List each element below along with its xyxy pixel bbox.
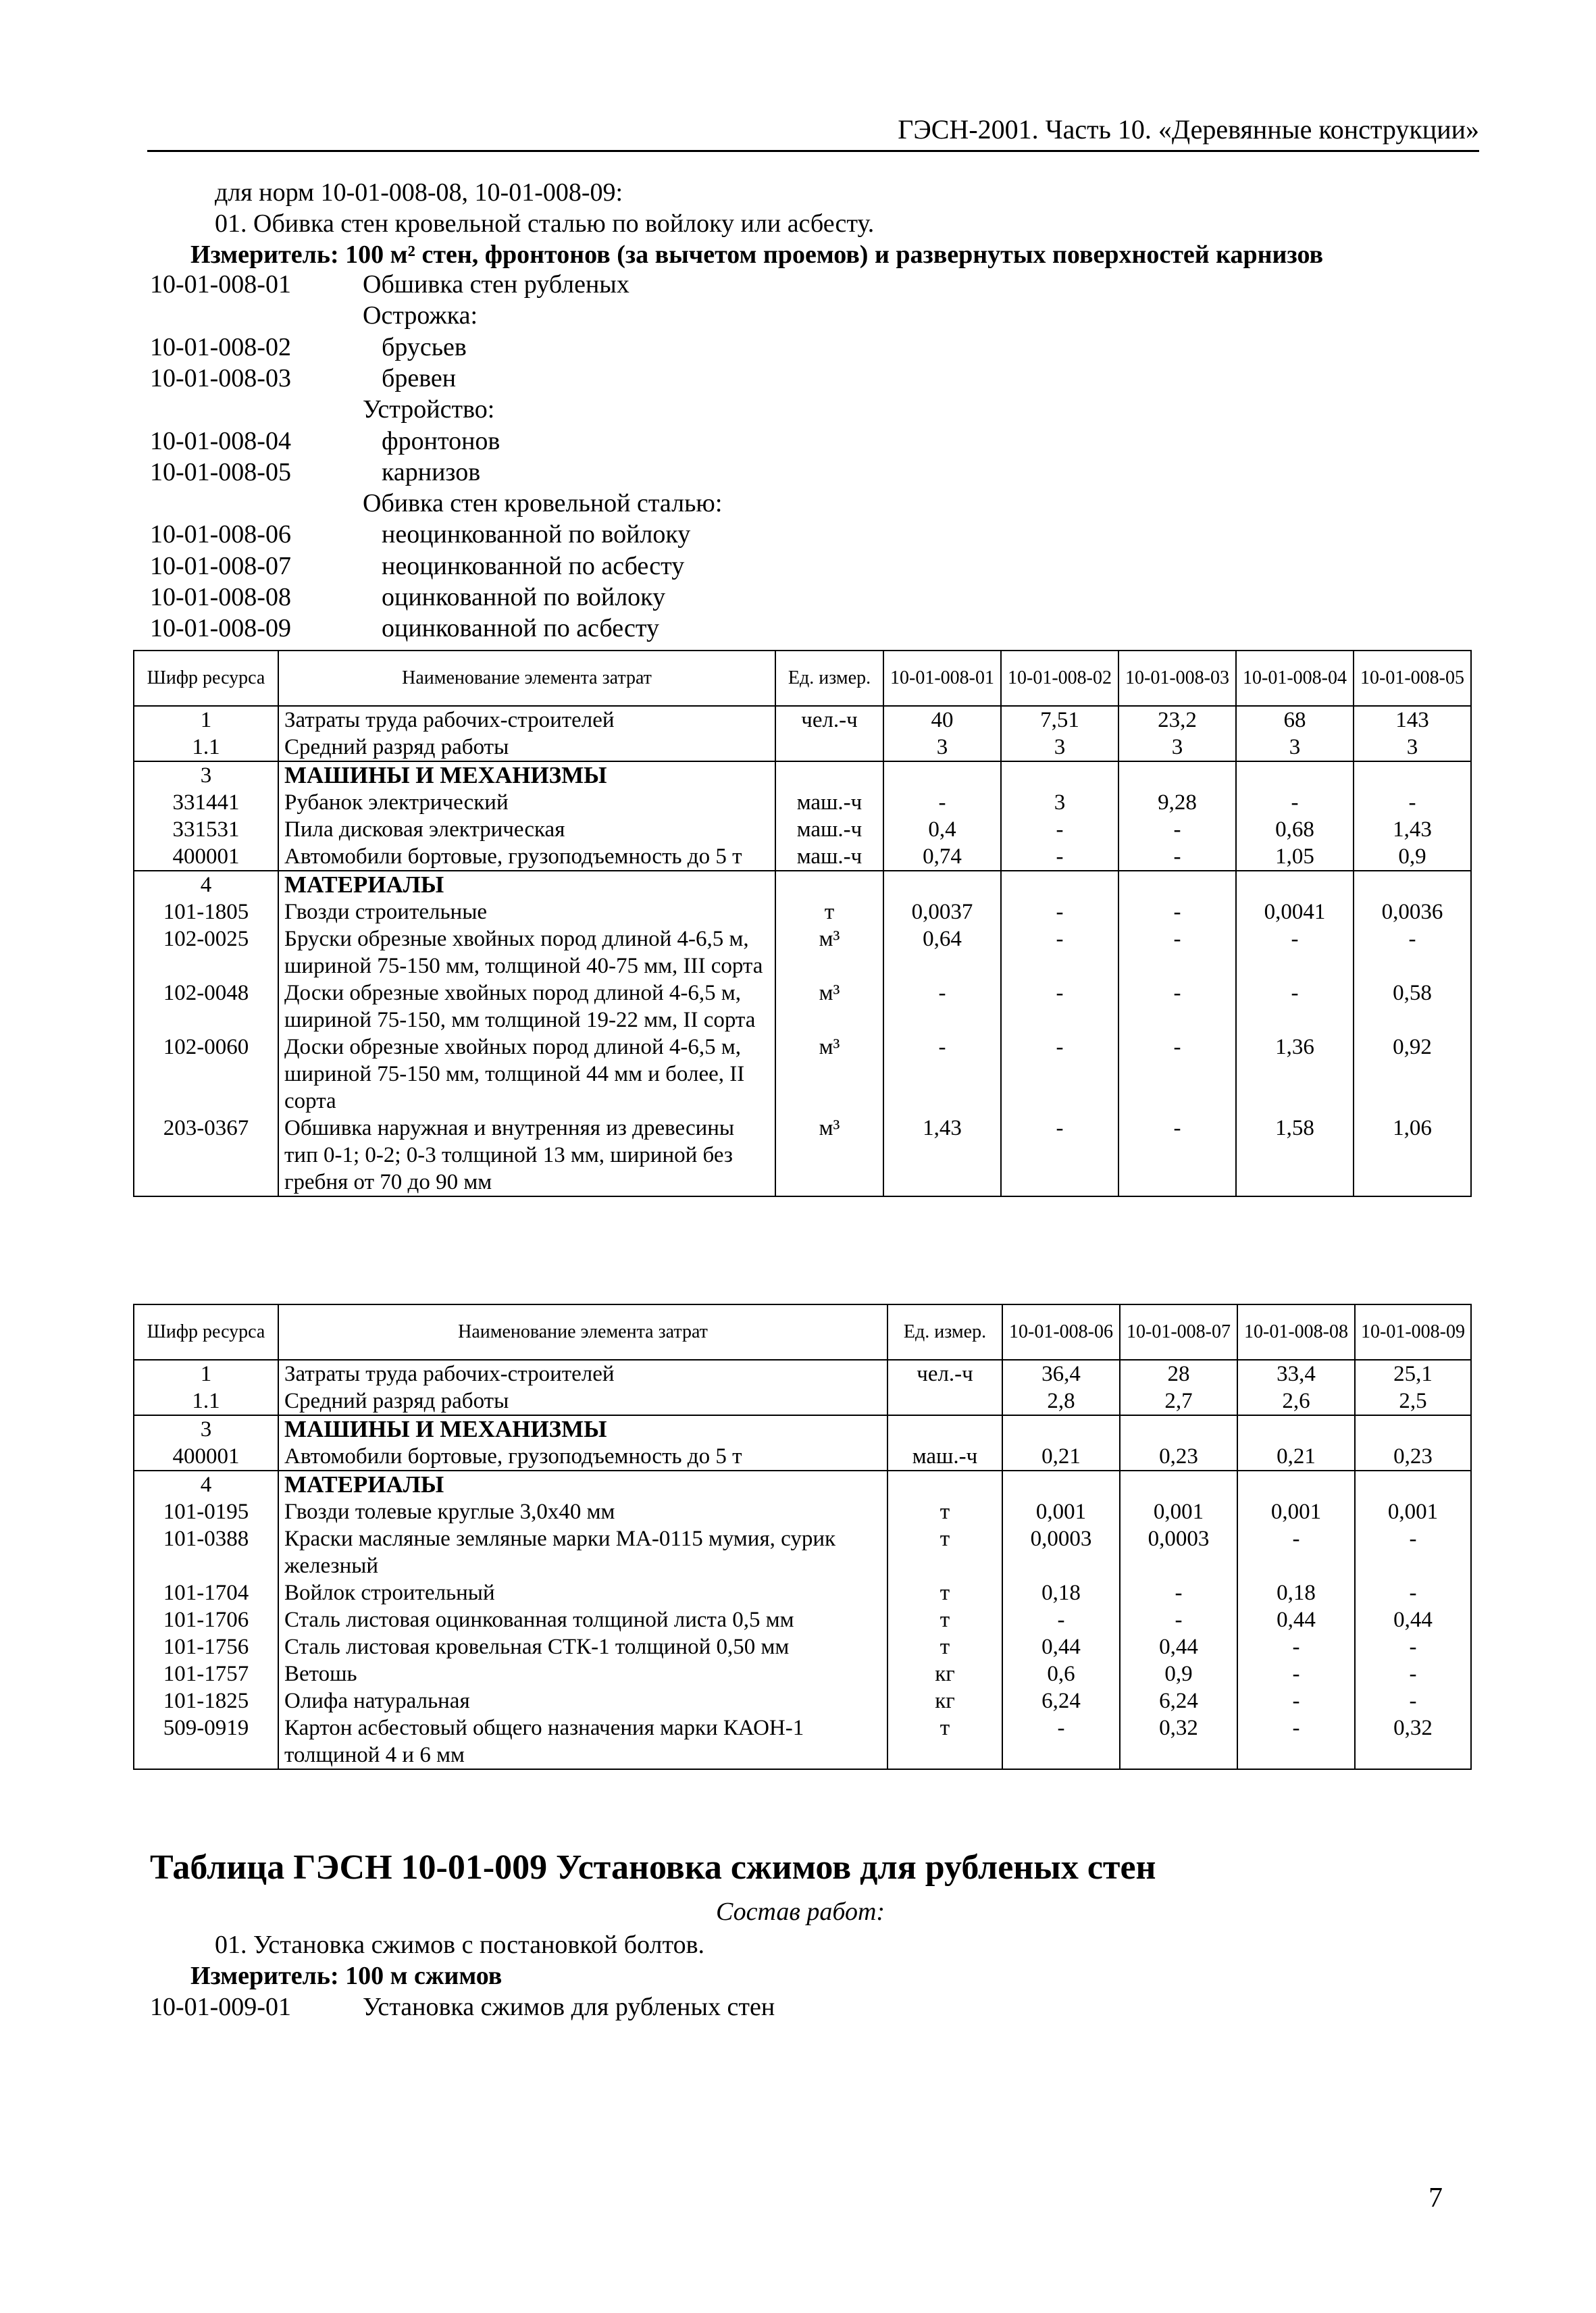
norm-description: Обшивка стен рубленых <box>363 270 629 299</box>
cell-value: - <box>1118 843 1236 871</box>
page-number: 7 <box>1428 2183 1443 2214</box>
cell-name: Пила дисковая электрическая <box>278 816 775 843</box>
cell-value: 0,0037 <box>883 898 1001 925</box>
cell-name: Доски обрезные хвойных пород длиной 4-6,5 м, шириной 75-150, мм толщиной 19-22 мм, II сорта <box>278 980 775 1034</box>
cell-value: 0,001 <box>1002 1498 1120 1525</box>
cell-name: Олифа натуральная <box>278 1687 887 1714</box>
cell-value: 25,1 <box>1355 1360 1471 1388</box>
cell-value: 2,5 <box>1355 1388 1471 1415</box>
table-row <box>134 871 1471 898</box>
cell-value: 0,001 <box>1120 1498 1237 1525</box>
cell-code: 101-0195 <box>134 1498 278 1525</box>
cell-name: Средний разряд работы <box>278 734 775 761</box>
cell-value: - <box>883 980 1001 1034</box>
cell-value <box>1237 1415 1355 1443</box>
cell-value: - <box>883 1034 1001 1115</box>
page-header: ГЭСН-2001. Часть 10. «Деревянные конструкции» <box>147 109 1479 152</box>
table-row <box>134 925 1471 980</box>
cell-unit: т <box>887 1714 1002 1769</box>
cell-value: 6,24 <box>1002 1687 1120 1714</box>
norm-code: 10-01-008-08 <box>150 583 291 611</box>
cell-code: 1 <box>134 706 278 734</box>
cell-value: 28 <box>1120 1360 1237 1388</box>
cell-unit: чел.-ч <box>775 706 883 734</box>
cell-value <box>1354 871 1471 898</box>
cell-unit <box>887 1415 1002 1443</box>
cell-value: 0,001 <box>1237 1498 1355 1525</box>
cell-name: Средний разряд работы <box>278 1388 887 1415</box>
cell-value <box>1002 1471 1120 1498</box>
cell-code: 101-1757 <box>134 1660 278 1687</box>
table-row <box>134 1388 1471 1415</box>
cell-value: 0,64 <box>883 925 1001 980</box>
table-row <box>134 789 1471 816</box>
cell-value: - <box>1120 1606 1237 1633</box>
cell-unit: маш.-ч <box>775 816 883 843</box>
norm-code: 10-01-008-09 <box>150 614 291 643</box>
th-code: Шифр ресурса <box>134 1304 278 1360</box>
cell-name: Затраты труда рабочих-строителей <box>278 706 775 734</box>
cell-code: 400001 <box>134 843 278 871</box>
cell-code: 102-0025 <box>134 925 278 980</box>
cell-value: 0,32 <box>1355 1714 1471 1769</box>
cell-value: 0,21 <box>1237 1443 1355 1471</box>
cell-value <box>1002 1415 1120 1443</box>
table-row <box>134 1115 1471 1196</box>
cell-value: 0,18 <box>1002 1579 1120 1606</box>
cell-value: - <box>1118 1115 1236 1196</box>
table-row <box>134 1034 1471 1115</box>
cell-name: Обшивка наружная и внутренняя из древесины тип 0-1; 0-2; 0-3 толщиной 13 мм, шириной без гребня от 70 до 90 мм <box>278 1115 775 1196</box>
section-title: Таблица ГЭСН 10-01-009 Установка сжимов для рубленых стен <box>150 1848 1156 1887</box>
cell-value: - <box>1001 925 1118 980</box>
measure-label: Измеритель: <box>190 240 339 269</box>
cell-unit <box>887 1388 1002 1415</box>
cell-value: - <box>1355 1579 1471 1606</box>
norms-line: для норм 10-01-008-08, 10-01-008-09: <box>215 178 623 207</box>
cell-value: 0,0036 <box>1354 898 1471 925</box>
cell-value: - <box>1001 1115 1118 1196</box>
cell-name: Сталь листовая оцинкованная толщиной листа 0,5 мм <box>278 1606 887 1633</box>
cell-unit: кг <box>887 1687 1002 1714</box>
cell-value: 6,24 <box>1120 1687 1237 1714</box>
cell-value: 3 <box>1236 734 1354 761</box>
cell-value: 3 <box>883 734 1001 761</box>
cell-value: 0,21 <box>1002 1443 1120 1471</box>
cell-unit: т <box>887 1579 1002 1606</box>
norm-description: фронтонов <box>382 426 500 455</box>
cell-value <box>1001 761 1118 789</box>
cell-value: - <box>1002 1714 1120 1769</box>
cell-value: 0,74 <box>883 843 1001 871</box>
cell-value: - <box>1237 1714 1355 1769</box>
table-row <box>134 1360 1471 1388</box>
norm-description: Устройство: <box>363 395 495 424</box>
norm-code: 10-01-008-06 <box>150 520 291 549</box>
cell-value: 3 <box>1001 734 1118 761</box>
cell-code: 509-0919 <box>134 1714 278 1769</box>
th-col: 10-01-008-06 <box>1002 1304 1120 1360</box>
cell-name: МАШИНЫ И МЕХАНИЗМЫ <box>278 761 775 789</box>
norm-description: Обивка стен кровельной сталью: <box>363 489 723 518</box>
cell-value <box>1120 1415 1237 1443</box>
cell-value: - <box>1001 843 1118 871</box>
cell-name: Ветошь <box>278 1660 887 1687</box>
cell-name: МАТЕРИАЛЫ <box>278 871 775 898</box>
cell-value: 2,7 <box>1120 1388 1237 1415</box>
th-col: 10-01-008-08 <box>1237 1304 1355 1360</box>
th-name: Наименование элемента затрат <box>278 651 775 706</box>
cell-code: 101-1704 <box>134 1579 278 1606</box>
norm-description: брусьев <box>382 332 467 361</box>
cell-value: - <box>1237 1633 1355 1660</box>
cell-value: 0,18 <box>1237 1579 1355 1606</box>
cell-value: 0,44 <box>1355 1606 1471 1633</box>
measure-line-2: Измеритель: 100 м сжимов <box>190 1962 503 1990</box>
cell-value <box>1001 871 1118 898</box>
cell-value: 0,44 <box>1237 1606 1355 1633</box>
cell-value <box>1120 1471 1237 1498</box>
cell-code: 331441 <box>134 789 278 816</box>
cell-name: Рубанок электрический <box>278 789 775 816</box>
cell-value: - <box>1237 1687 1355 1714</box>
cell-name: МАТЕРИАЛЫ <box>278 1471 887 1498</box>
cell-unit <box>775 871 883 898</box>
cell-value: 2,8 <box>1002 1388 1120 1415</box>
cell-unit: м³ <box>775 980 883 1034</box>
cell-value: 0,23 <box>1120 1443 1237 1471</box>
norm-description: неоцинкованной по асбесту <box>382 551 685 580</box>
table-row <box>134 1579 1471 1606</box>
cell-value: - <box>1118 898 1236 925</box>
cell-value: 0,4 <box>883 816 1001 843</box>
table-row <box>134 761 1471 789</box>
cell-value: 0,44 <box>1120 1633 1237 1660</box>
cell-value: - <box>1118 816 1236 843</box>
cell-value: - <box>1002 1606 1120 1633</box>
norm-code: 10-01-009-01 <box>150 1993 291 2021</box>
cell-value: 1,05 <box>1236 843 1354 871</box>
cell-value: 0,92 <box>1354 1034 1471 1115</box>
work-line: 01. Обивка стен кровельной сталью по войлоку или асбесту. <box>215 209 875 238</box>
table-row <box>134 980 1471 1034</box>
cell-unit: м³ <box>775 1034 883 1115</box>
cell-unit: маш.-ч <box>887 1443 1002 1471</box>
cell-code: 331531 <box>134 816 278 843</box>
cell-value: - <box>1001 816 1118 843</box>
cell-name: Доски обрезные хвойных пород длиной 4-6,5 м, шириной 75-150 мм, толщиной 44 мм и более, II сорта <box>278 1034 775 1115</box>
cell-value: 40 <box>883 706 1001 734</box>
th-col: 10-01-008-09 <box>1355 1304 1471 1360</box>
cell-value: 1,36 <box>1236 1034 1354 1115</box>
cell-value <box>1355 1415 1471 1443</box>
cell-value: 7,51 <box>1001 706 1118 734</box>
cell-value: 0,32 <box>1120 1714 1237 1769</box>
cell-value: 3 <box>1354 734 1471 761</box>
cell-value: - <box>1354 925 1471 980</box>
cell-code: 400001 <box>134 1443 278 1471</box>
table-row <box>134 816 1471 843</box>
cell-code: 101-0388 <box>134 1525 278 1579</box>
cell-value: - <box>1001 1034 1118 1115</box>
cell-value: - <box>1001 898 1118 925</box>
cell-code: 3 <box>134 1415 278 1443</box>
resource-table-1 <box>133 650 1472 1197</box>
cell-value: 36,4 <box>1002 1360 1120 1388</box>
table-row <box>134 1415 1471 1443</box>
cell-name: Сталь листовая кровельная СТК-1 толщиной 0,50 мм <box>278 1633 887 1660</box>
norm-description: Острожка: <box>363 301 478 330</box>
cell-value: 0,0003 <box>1120 1525 1237 1579</box>
cell-value: - <box>1118 980 1236 1034</box>
measure-text: 100 м² стен, фронтонов (за вычетом проемов) и развернутых поверхностей карнизов <box>345 240 1324 269</box>
cell-value: - <box>1001 980 1118 1034</box>
cell-unit: т <box>775 898 883 925</box>
cell-name: МАШИНЫ И МЕХАНИЗМЫ <box>278 1415 887 1443</box>
cell-name: Войлок строительный <box>278 1579 887 1606</box>
table-row <box>134 898 1471 925</box>
cell-unit: маш.-ч <box>775 843 883 871</box>
cell-code: 4 <box>134 871 278 898</box>
cell-code: 4 <box>134 1471 278 1498</box>
cell-value: 1,43 <box>1354 816 1471 843</box>
table-row <box>134 843 1471 871</box>
cell-name: Автомобили бортовые, грузоподъемность до 5 т <box>278 1443 887 1471</box>
cell-value: - <box>1355 1687 1471 1714</box>
norm-description: оцинкованной по войлоку <box>382 583 666 611</box>
th-col: 10-01-008-02 <box>1001 651 1118 706</box>
cell-value: 0,001 <box>1355 1498 1471 1525</box>
cell-value: 2,6 <box>1237 1388 1355 1415</box>
composition-label: Состав работ: <box>716 1898 885 1926</box>
cell-value: 1,06 <box>1354 1115 1471 1196</box>
work-line-2: 01. Установка сжимов с постановкой болтов. <box>215 1931 705 1959</box>
cell-code: 101-1756 <box>134 1633 278 1660</box>
table-row <box>134 1525 1471 1579</box>
cell-value: 1,58 <box>1236 1115 1354 1196</box>
cell-value: - <box>883 789 1001 816</box>
cell-unit: маш.-ч <box>775 789 883 816</box>
table-row <box>134 1443 1471 1471</box>
cell-value: 0,23 <box>1355 1443 1471 1471</box>
th-col: 10-01-008-01 <box>883 651 1001 706</box>
cell-code: 102-0060 <box>134 1034 278 1115</box>
cell-value <box>1236 871 1354 898</box>
cell-value: - <box>1237 1660 1355 1687</box>
cell-name: Автомобили бортовые, грузоподъемность до 5 т <box>278 843 775 871</box>
cell-code: 203-0367 <box>134 1115 278 1196</box>
cell-value: 143 <box>1354 706 1471 734</box>
cell-code: 101-1805 <box>134 898 278 925</box>
table-row <box>134 1714 1471 1769</box>
norm-code: 10-01-008-01 <box>150 270 291 299</box>
cell-value: 0,68 <box>1236 816 1354 843</box>
cell-value <box>1236 761 1354 789</box>
table-row <box>134 1660 1471 1687</box>
cell-unit <box>775 761 883 789</box>
cell-code: 102-0048 <box>134 980 278 1034</box>
norm-code: 10-01-008-05 <box>150 457 291 486</box>
cell-value: 0,9 <box>1120 1660 1237 1687</box>
cell-value: 0,0041 <box>1236 898 1354 925</box>
cell-unit: м³ <box>775 925 883 980</box>
cell-name: Картон асбестовый общего назначения марки КАОН-1 толщиной 4 и 6 мм <box>278 1714 887 1769</box>
norm-code: 10-01-008-02 <box>150 332 291 361</box>
cell-unit: чел.-ч <box>887 1360 1002 1388</box>
cell-value <box>883 871 1001 898</box>
cell-value <box>1118 761 1236 789</box>
cell-unit: т <box>887 1525 1002 1579</box>
cell-code: 101-1706 <box>134 1606 278 1633</box>
cell-value: 0,9 <box>1354 843 1471 871</box>
cell-value: - <box>1236 789 1354 816</box>
cell-value: 3 <box>1118 734 1236 761</box>
th-col: 10-01-008-07 <box>1120 1304 1237 1360</box>
cell-name: Краски масляные земляные марки МА-0115 мумия, сурик железный <box>278 1525 887 1579</box>
cell-code: 101-1825 <box>134 1687 278 1714</box>
resource-table-2 <box>133 1304 1472 1770</box>
cell-unit: м³ <box>775 1115 883 1196</box>
cell-unit: т <box>887 1498 1002 1525</box>
norm-code: 10-01-008-07 <box>150 551 291 580</box>
cell-value: 33,4 <box>1237 1360 1355 1388</box>
cell-value: 0,44 <box>1002 1633 1120 1660</box>
cell-unit: кг <box>887 1660 1002 1687</box>
cell-value <box>1237 1471 1355 1498</box>
cell-unit: т <box>887 1633 1002 1660</box>
norm-code: 10-01-008-03 <box>150 363 291 392</box>
norm-description: оцинкованной по асбесту <box>382 614 660 643</box>
cell-value: 0,6 <box>1002 1660 1120 1687</box>
table-row <box>134 734 1471 761</box>
norm-code: 10-01-008-04 <box>150 426 291 455</box>
cell-value: 68 <box>1236 706 1354 734</box>
cell-code: 1.1 <box>134 734 278 761</box>
th-name: Наименование элемента затрат <box>278 1304 887 1360</box>
cell-unit: т <box>887 1606 1002 1633</box>
th-code: Шифр ресурса <box>134 651 278 706</box>
cell-value <box>1354 761 1471 789</box>
table-row <box>134 1471 1471 1498</box>
cell-value: - <box>1355 1660 1471 1687</box>
cell-value: - <box>1120 1579 1237 1606</box>
cell-value: 1,43 <box>883 1115 1001 1196</box>
norm-description: карнизов <box>382 457 481 486</box>
norm-description: неоцинкованной по войлоку <box>382 520 691 549</box>
cell-unit <box>775 734 883 761</box>
cell-value: - <box>1236 925 1354 980</box>
table-row <box>134 1606 1471 1633</box>
cell-value: - <box>1355 1633 1471 1660</box>
th-col: 10-01-008-04 <box>1236 651 1354 706</box>
norm-description: бревен <box>382 363 457 392</box>
cell-value: - <box>1236 980 1354 1034</box>
norm-text: Установка сжимов для рубленых стен <box>363 1993 775 2021</box>
th-unit: Ед. измер. <box>775 651 883 706</box>
cell-value: - <box>1354 789 1471 816</box>
cell-name: Бруски обрезные хвойных пород длиной 4-6,5 м, шириной 75-150 мм, толщиной 40-75 мм, III сорта <box>278 925 775 980</box>
cell-value: - <box>1118 1034 1236 1115</box>
th-col: 10-01-008-03 <box>1118 651 1236 706</box>
cell-value <box>1118 871 1236 898</box>
th-col: 10-01-008-05 <box>1354 651 1471 706</box>
cell-value <box>1355 1471 1471 1498</box>
table-row <box>134 1687 1471 1714</box>
cell-name: Гвозди строительные <box>278 898 775 925</box>
cell-value: 0,0003 <box>1002 1525 1120 1579</box>
cell-value: 23,2 <box>1118 706 1236 734</box>
table-row <box>134 706 1471 734</box>
cell-value: 0,58 <box>1354 980 1471 1034</box>
cell-code: 1 <box>134 1360 278 1388</box>
th-unit: Ед. измер. <box>887 1304 1002 1360</box>
cell-code: 3 <box>134 761 278 789</box>
cell-code: 1.1 <box>134 1388 278 1415</box>
cell-name: Гвозди толевые круглые 3,0х40 мм <box>278 1498 887 1525</box>
cell-value: 3 <box>1001 789 1118 816</box>
table-row <box>134 1633 1471 1660</box>
measure-line <box>190 239 1323 270</box>
cell-value: - <box>1237 1525 1355 1579</box>
table-row <box>134 1498 1471 1525</box>
cell-name: Затраты труда рабочих-строителей <box>278 1360 887 1388</box>
cell-unit <box>887 1471 1002 1498</box>
cell-value: - <box>1355 1525 1471 1579</box>
cell-value: - <box>1118 925 1236 980</box>
cell-value <box>883 761 1001 789</box>
cell-value: 9,28 <box>1118 789 1236 816</box>
